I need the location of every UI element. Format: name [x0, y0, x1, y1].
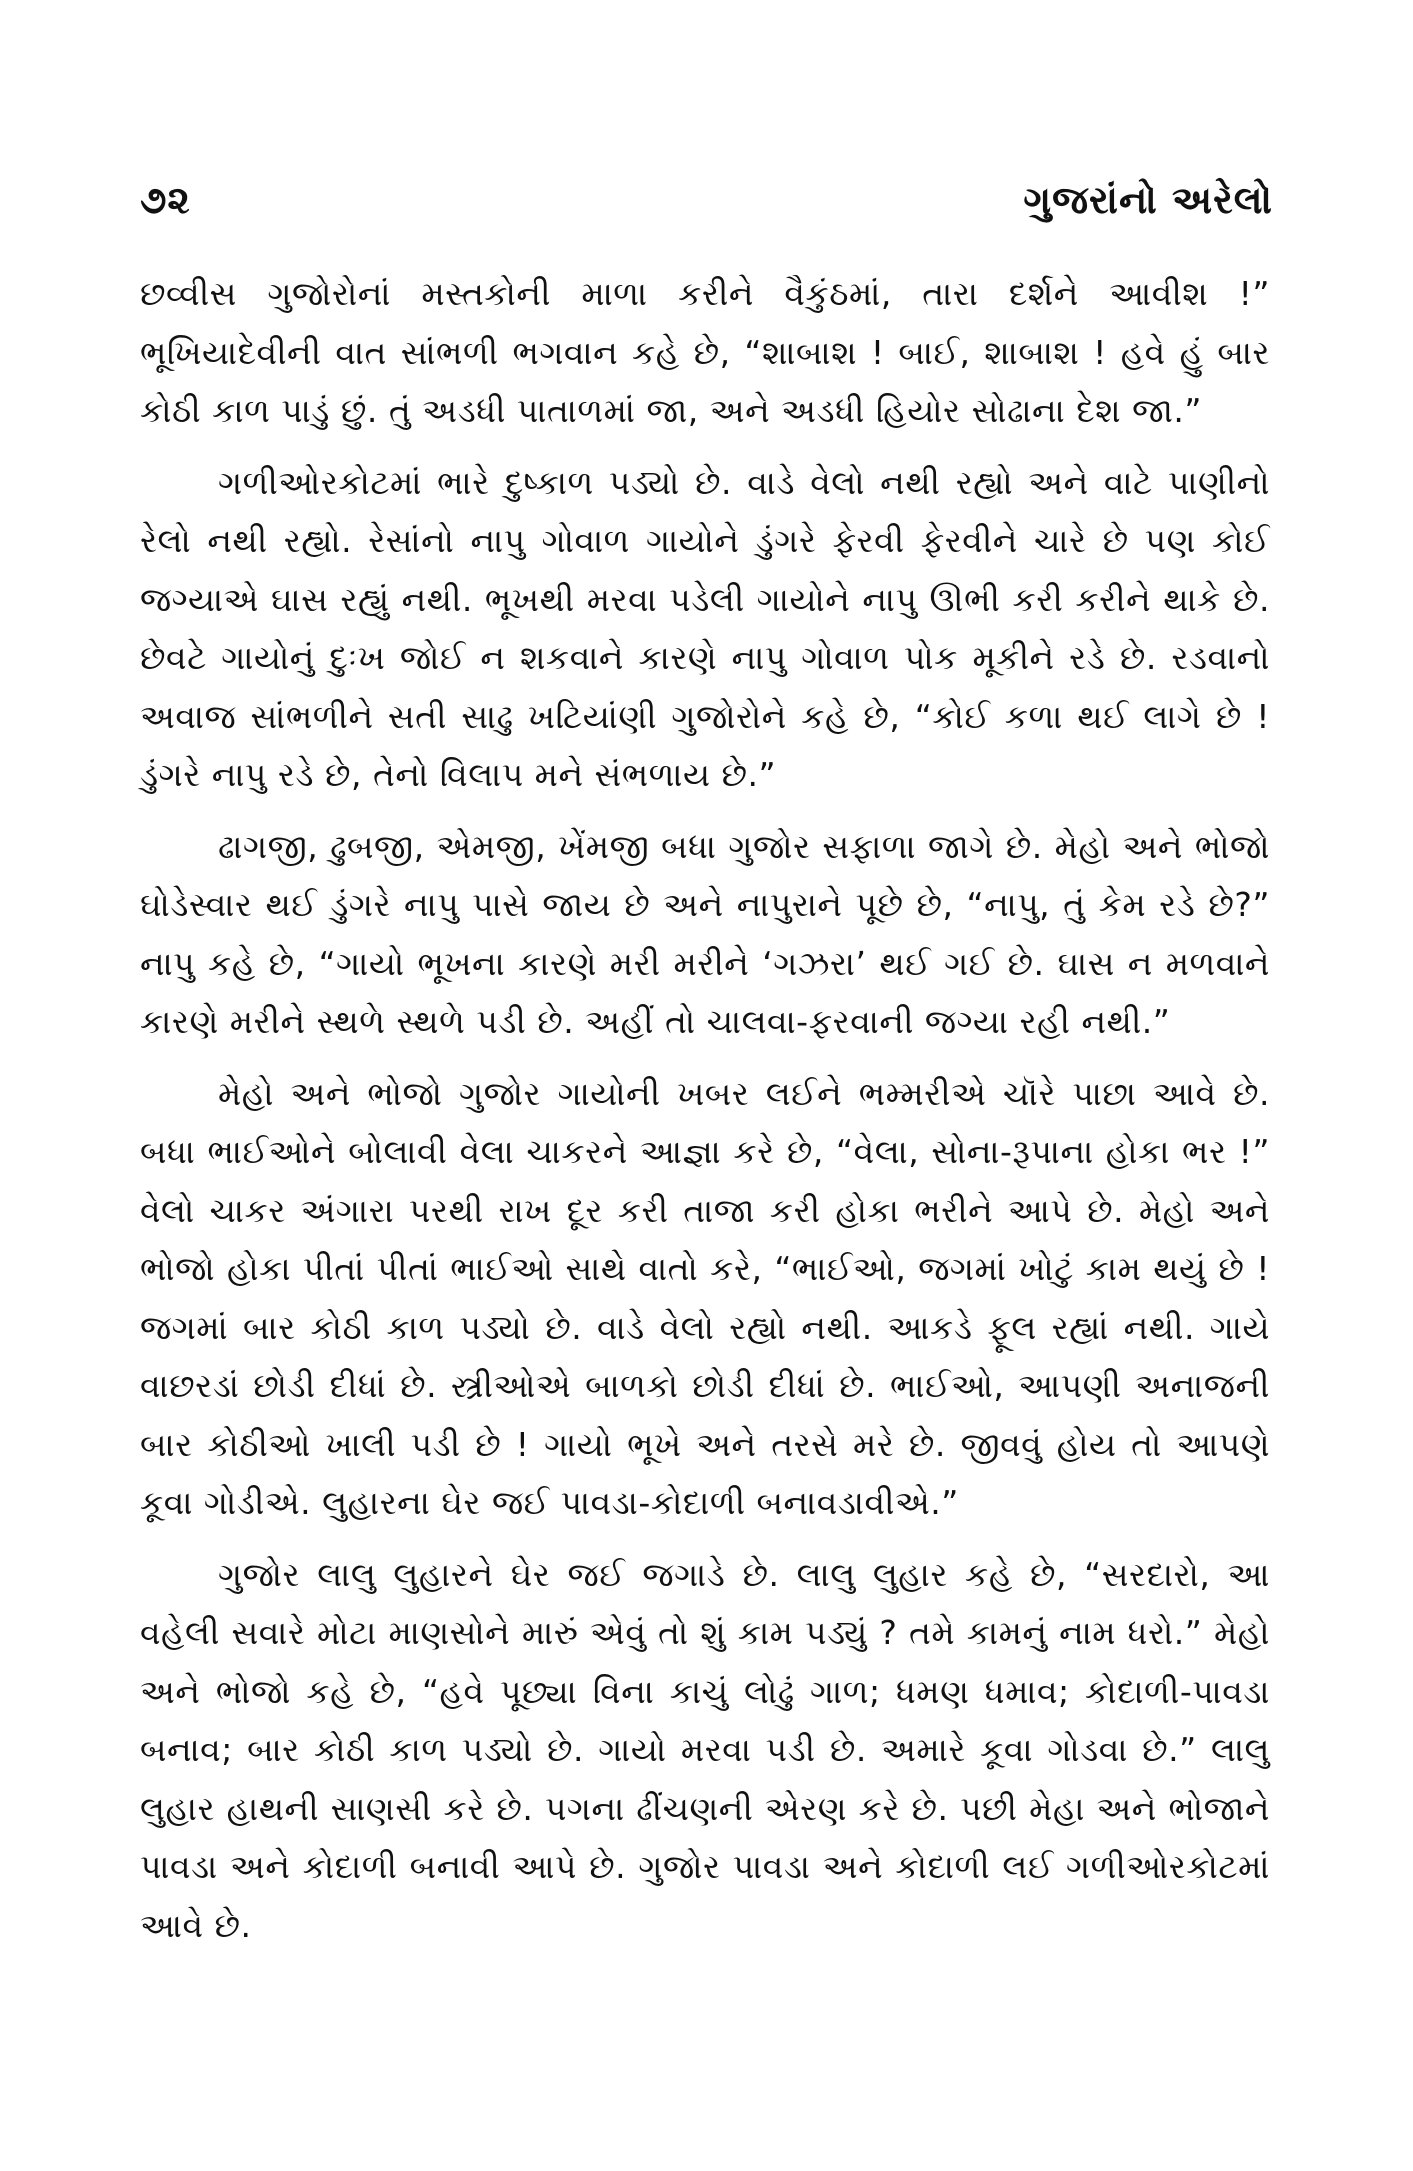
paragraph-1: છવ્વીસ ગુજોરોનાં મસ્તકોની માળા કરીને વૈકુંઠમાં, તારા દર્શને આવીશ !” ભૂખિયાદેવીની વાત સાંભળી ભગવાન કહે છે, “શાબાશ ! બાઈ, શાબાશ ! હવે હું બાર કોઠી કાળ પાડું છું. તું અડધી પાતાળમાં જા, અને અડધી હિયોર સોઢાના દેશ જા.”	[140, 274, 1270, 430]
paragraph-3: ઢાગજી, ઢુબજી, એમજી, ખેંમજી બધા ગુજોર સફાળા જાગે છે. મેહો અને ભોજો ઘોડેસ્વાર થઈ ડુંગરે નાપુ પાસે જાય છે અને નાપુરાને પૂછે છે, “નાપુ, તું કેમ રડે છે?” નાપુ કહે છે, “ગાયો ભૂખના કારણે મરી મરીને ‘ગઝરા’ થઈ ગઈ છે. ઘાસ ન મળવાને કારણે મરીને સ્થળે સ્થળે પડી છે. અહીં તો ચાલવા-ફરવાની જગ્યા રહી નથી.”	[140, 826, 1270, 1041]
running-title: ગુજરાંનો અરેલો	[1023, 178, 1273, 222]
paragraph-2: ગળીઓરકોટમાં ભારે દુષ્કાળ પડ્યો છે. વાડે વેલો નથી રહ્યો અને વાટે પાણીનો રેલો નથી રહ્યો. રેસાંનો નાપુ ગોવાળ ગાયોને ડુંગરે ફેરવી ફેરવીને ચારે છે પણ કોઈ જગ્યાએ ઘાસ રહ્યું નથી. ભૂખથી મરવા પડેલી ગાયોને નાપુ ઊભી કરી કરીને થાકે છે. છેવટે ગાયોનું દુઃખ જોઈ ન શકવાને કારણે નાપુ ગોવાળ પોક મૂકીને રડે છે. રડવાનો અવાજ સાંભળીને સતી સાઢુ ખટિયાંણી ગુજોરોને કહે છે, “કોઈ કળા થઈ લાગે છે ! ડુંગરે નાપુ રડે છે, તેનો વિલાપ મને સંભળાય છે.”	[140, 462, 1270, 794]
page-header	[140, 178, 1273, 238]
paragraph-4: મેહો અને ભોજો ગુજોર ગાયોની ખબર લઈને ભમ્મરીએ ચૉરે પાછા આવે છે. બધા ભાઈઓને બોલાવી વેલા ચાકરને આજ્ઞા કરે છે, “વેલા, સોના-રૂપાના હોકા ભર !” વેલો ચાકર અંગારા પરથી રાખ દૂર કરી તાજા કરી હોકા ભરીને આપે છે. મેહો અને ભોજો હોકા પીતાં પીતાં ભાઈઓ સાથે વાતો કરે, “ભાઈઓ, જગમાં ખોટું કામ થયું છે ! જગમાં બાર કોઠી કાળ પડ્યો છે. વાડે વેલો રહ્યો નથી. આકડે ફૂલ રહ્યાં નથી. ગાયે વાછરડાં છોડી દીધાં છે. સ્ત્રીઓએ બાળકો છોડી દીધાં છે. ભાઈઓ, આપણી અનાજની બાર કોઠીઓ ખાલી પડી છે ! ગાયો ભૂખે અને તરસે મરે છે. જીવવું હોય તો આપણે કૂવા ગોડીએ. લુહારના ઘેર જઈ પાવડા-કોદાળી બનાવડાવીએ.”	[140, 1073, 1270, 1522]
page-number: ૭૨	[140, 178, 191, 222]
paragraph-5: ગુજોર લાલુ લુહારને ઘેર જઈ જગાડે છે. લાલુ લુહાર કહે છે, “સરદારો, આ વહેલી સવારે મોટા માણસોને મારું એવું તો શું કામ પડ્યું ? તમે કામનું નામ ધરો.” મેહો અને ભોજો કહે છે, “હવે પૂછ્યા વિના કાચું લોઢું ગાળ; ધમણ ધમાવ; કોદાળી-પાવડા બનાવ; બાર કોઠી કાળ પડ્યો છે. ગાયો મરવા પડી છે. અમારે કૂવા ગોડવા છે.” લાલુ લુહાર હાથની સાણસી કરે છે. પગના ઢીંચણની એરણ કરે છે. પછી મેહા અને ભોજાને પાવડા અને કોદાળી બનાવી આપે છે. ગુજોર પાવડા અને કોદાળી લઈ ગળીઓરકોટમાં આવે છે.	[140, 1554, 1270, 1945]
body-text	[140, 265, 1270, 1968]
